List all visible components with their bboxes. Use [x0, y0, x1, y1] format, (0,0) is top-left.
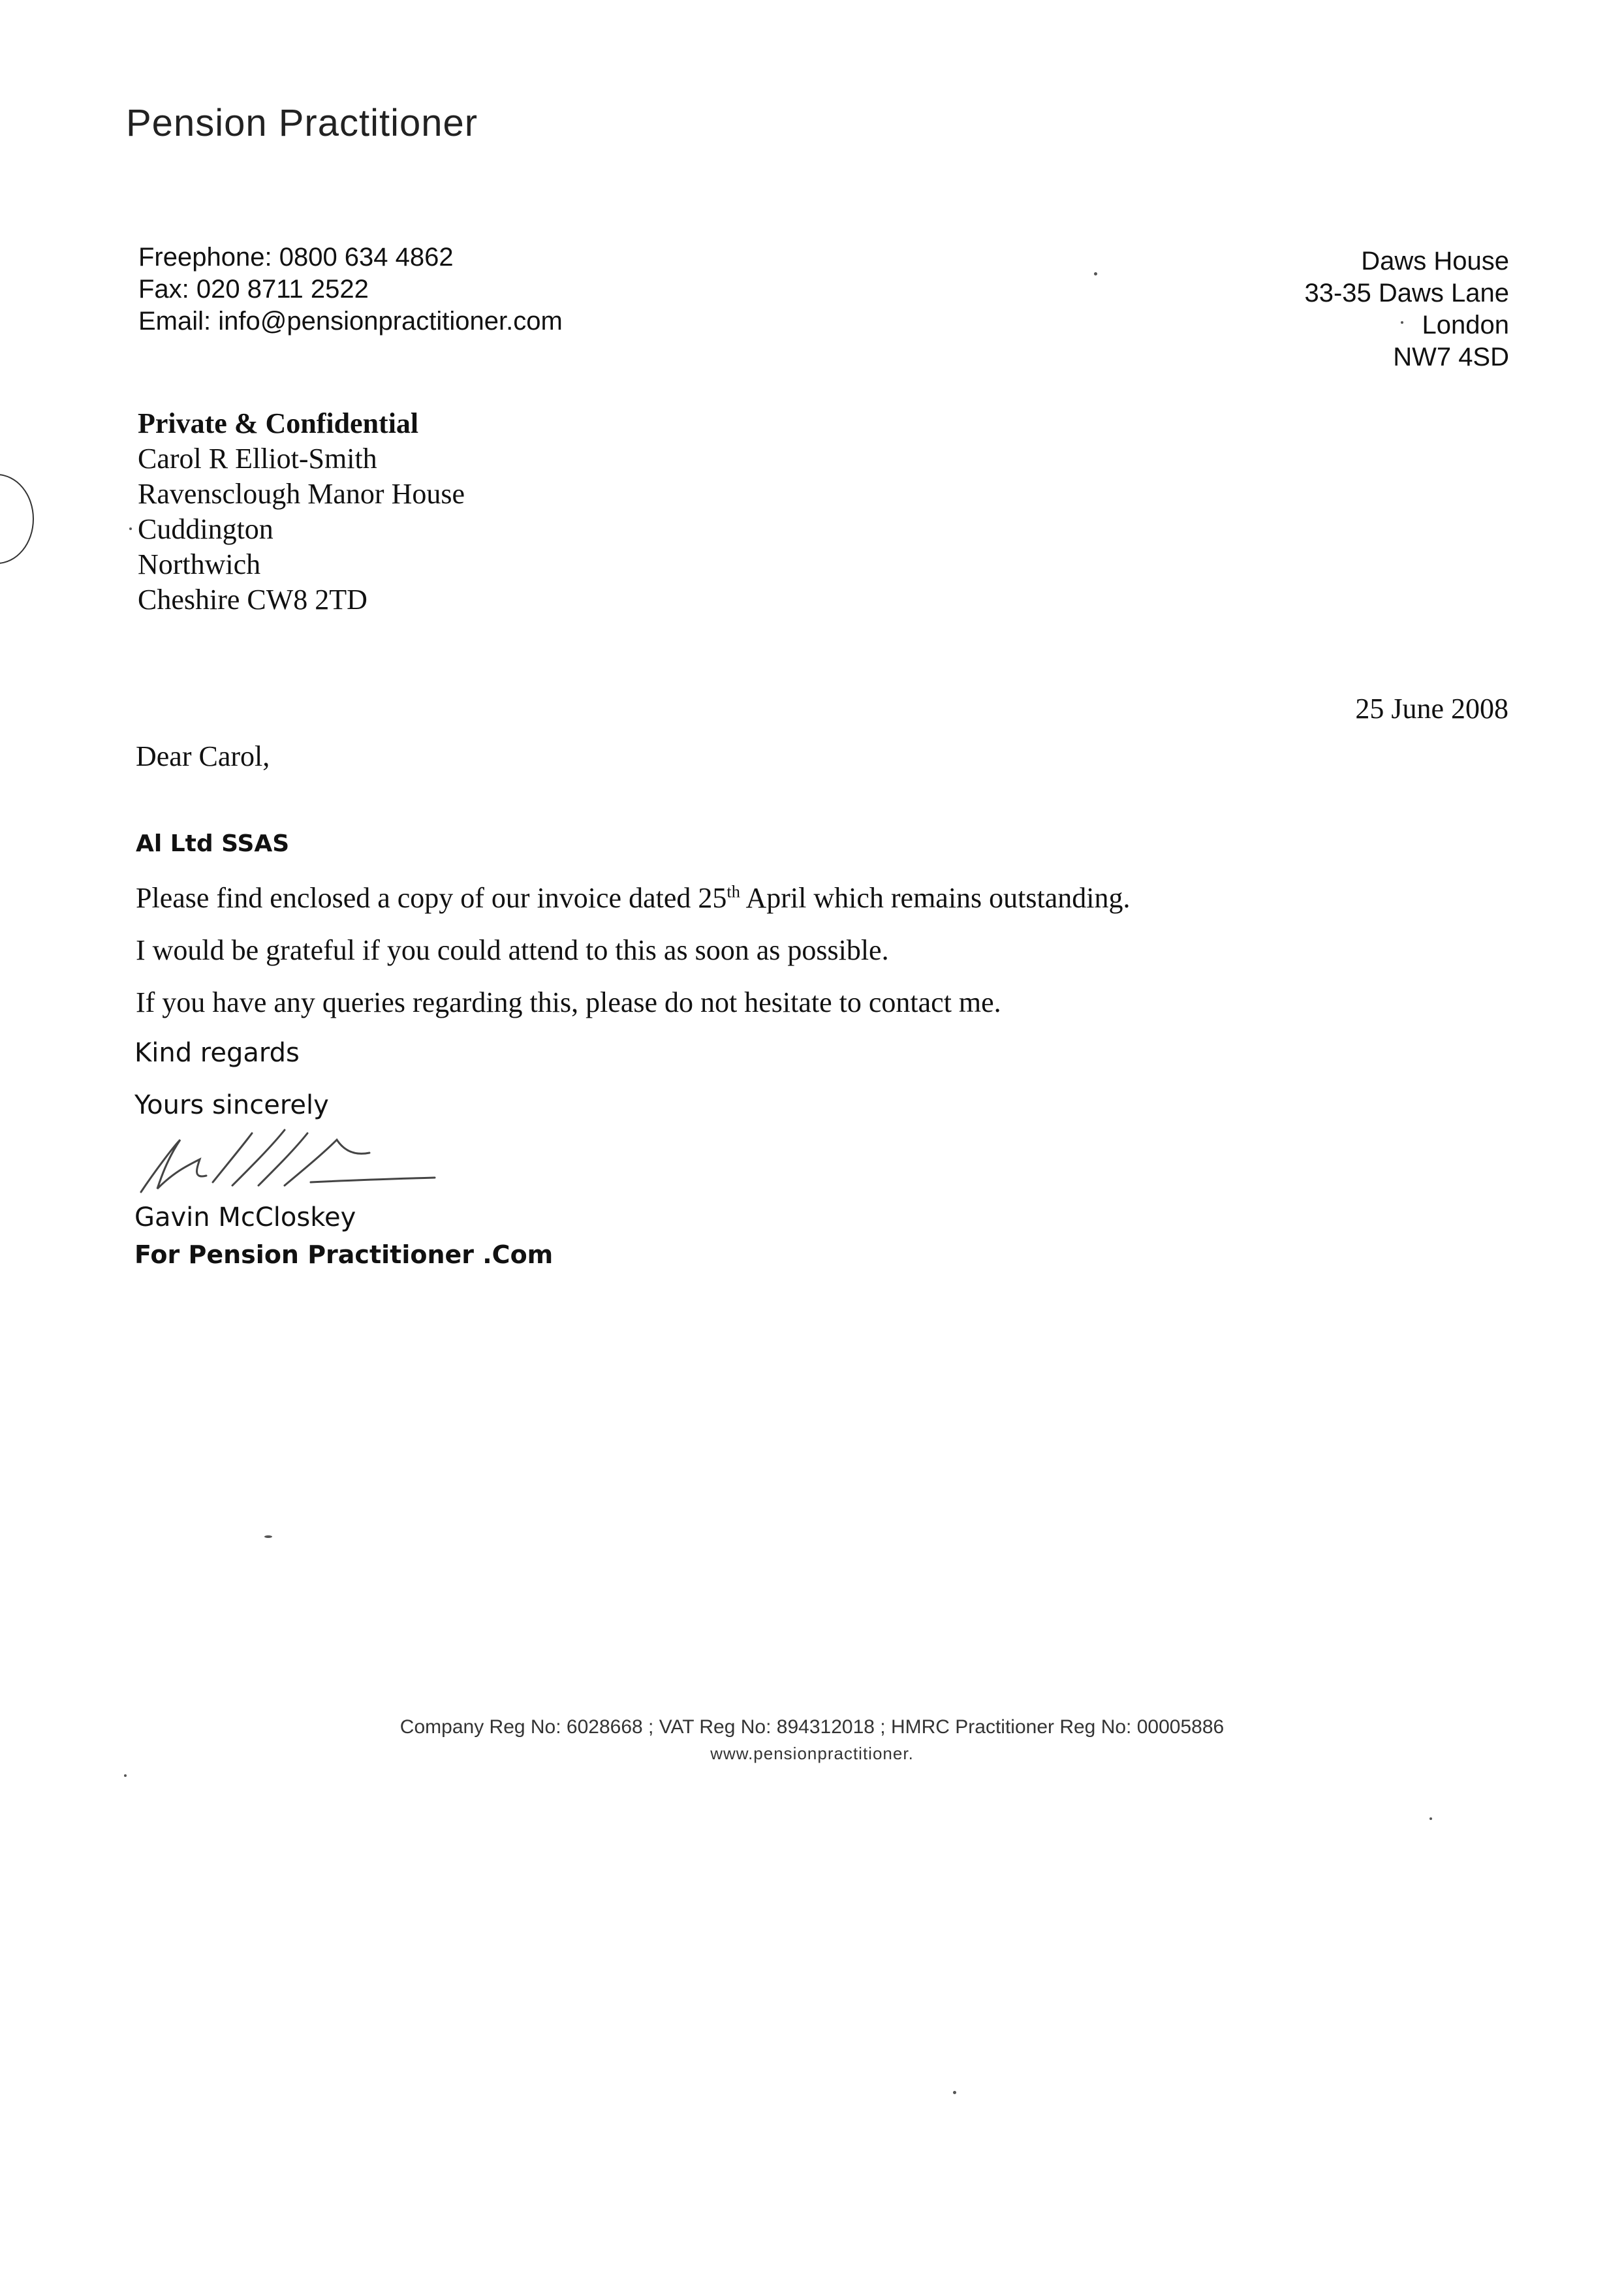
punch-hole-mark: [0, 474, 34, 564]
scan-speck: [1094, 272, 1097, 275]
handwritten-signature: [128, 1120, 487, 1199]
paragraph-text: Please find enclosed a copy of our invoice dated 25: [136, 882, 727, 914]
signer-name: Gavin McCloskey: [134, 1202, 356, 1232]
body-paragraph: [136, 881, 1131, 915]
recipient-block: [138, 406, 465, 618]
closing-line: Kind regards: [134, 1038, 300, 1068]
paragraph-text: April which remains outstanding.: [740, 882, 1131, 914]
scan-speck: [264, 1535, 272, 1538]
recipient-line: Carol R Elliot-Smith: [138, 443, 377, 475]
freephone-line: Freephone: 0800 634 4862: [138, 243, 454, 272]
salutation: Dear Carol,: [136, 740, 270, 772]
scan-speck: [124, 1774, 127, 1777]
sender-address: [1304, 245, 1509, 373]
scan-speck: [1429, 1817, 1432, 1820]
confidential-label: Private & Confidential: [138, 407, 419, 439]
address-line: Daws House: [1361, 247, 1509, 275]
recipient-line: Cheshire CW8 2TD: [138, 584, 367, 616]
footer: [0, 1714, 1624, 1766]
closing-line: Yours sincerely: [134, 1090, 329, 1120]
body-paragraph: If you have any queries regarding this, please do not hesitate to contact me.: [136, 986, 1001, 1018]
ordinal-suffix: th: [726, 881, 740, 902]
recipient-line: Ravensclough Manor House: [138, 478, 465, 510]
company-name: Pension Practitioner: [126, 102, 478, 144]
scan-speck: [1401, 321, 1403, 324]
fax-line: Fax: 020 8711 2522: [138, 275, 369, 304]
body-paragraph: I would be grateful if you could attend to this as soon as possible.: [136, 934, 889, 966]
website-url: www.pensionpractitioner.: [710, 1744, 914, 1763]
address-line: London: [1422, 311, 1509, 339]
recipient-line: Cuddington: [138, 513, 273, 545]
contact-block: [138, 242, 563, 337]
signer-organisation: For Pension Practitioner .Com: [134, 1240, 554, 1269]
scan-speck: [953, 2091, 956, 2094]
email-line: Email: info@pensionpractitioner.com: [138, 307, 563, 336]
address-line: NW7 4SD: [1393, 343, 1509, 371]
subject-line: Al Ltd SSAS: [136, 830, 290, 857]
recipient-line: Northwich: [138, 548, 261, 580]
address-line: 33-35 Daws Lane: [1304, 279, 1509, 307]
scan-speck: [129, 527, 132, 530]
letter-date: 25 June 2008: [1355, 693, 1508, 725]
registration-info: Company Reg No: 6028668 ; VAT Reg No: 894312018 ; HMRC Practitioner Reg No: 00005886: [399, 1716, 1225, 1738]
